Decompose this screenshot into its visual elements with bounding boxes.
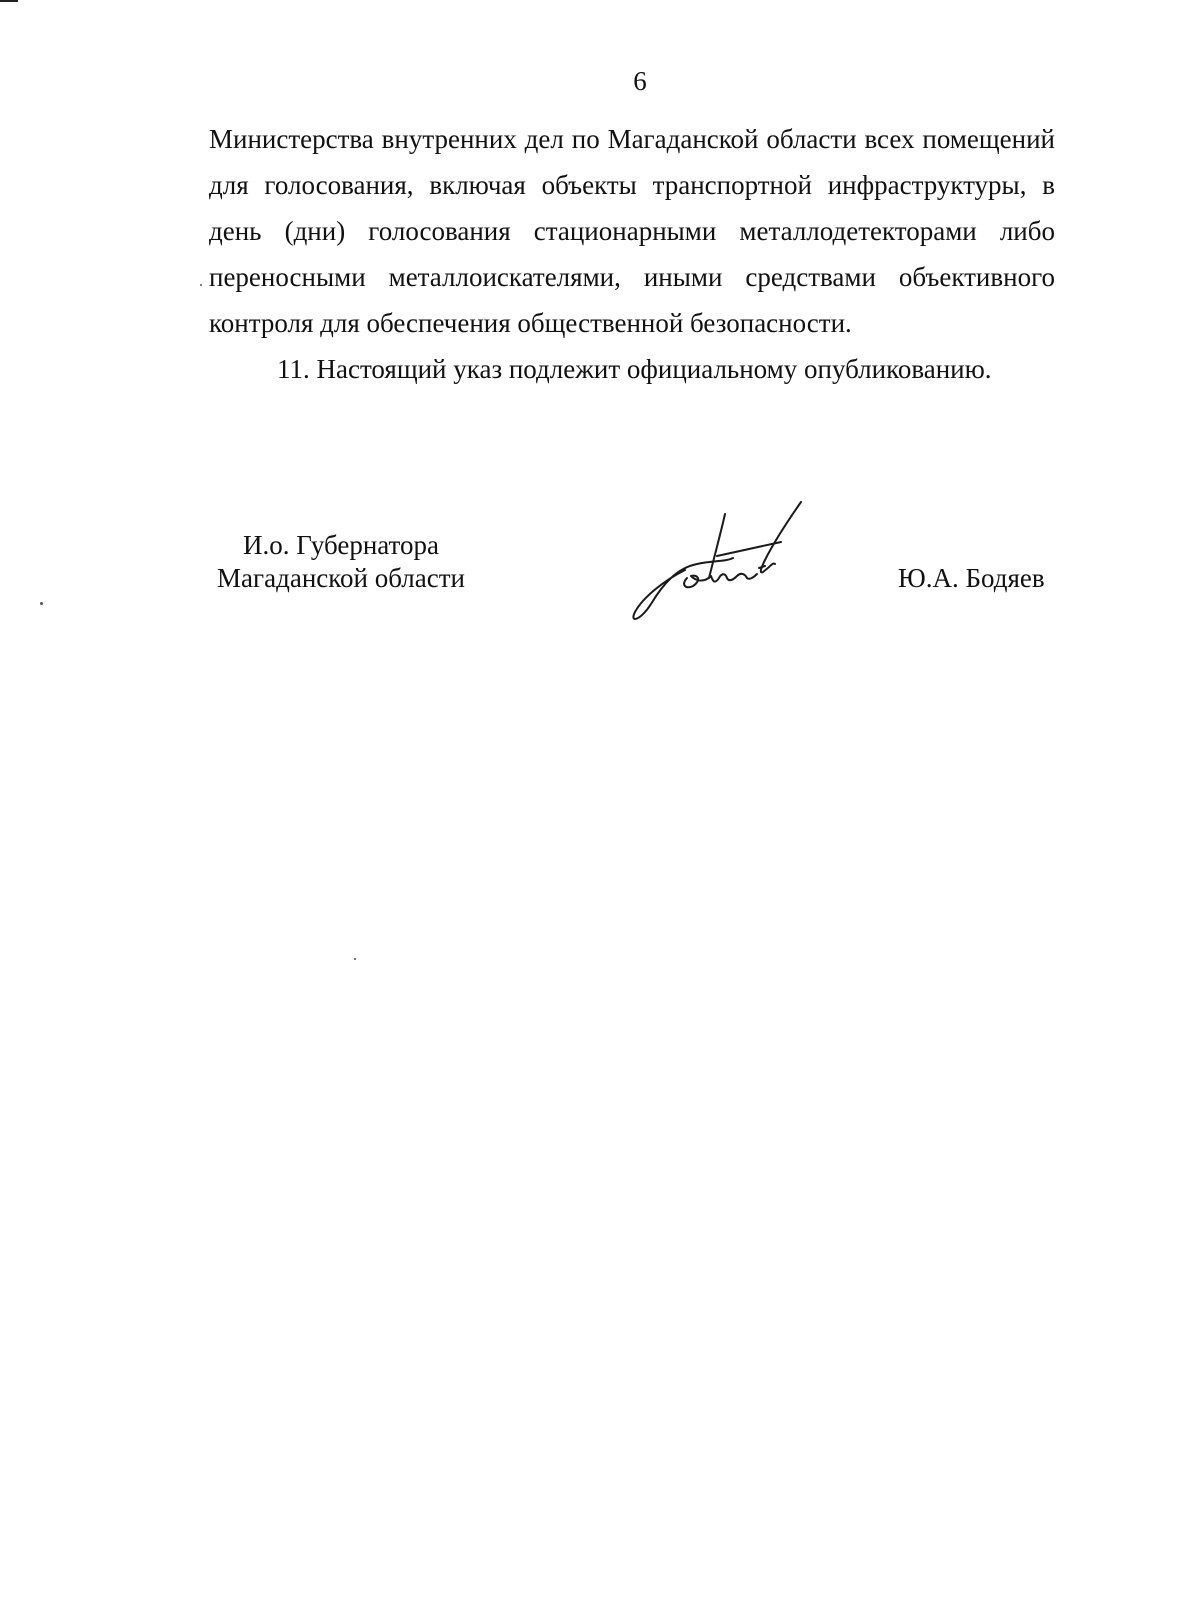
page-number: 6: [633, 66, 647, 96]
scan-speck: [354, 958, 356, 960]
scan-speck: [200, 284, 202, 286]
signatory-position: [200, 529, 482, 595]
signatory-name: Ю.А. Бодяев: [898, 563, 1045, 593]
document-body: [209, 116, 1055, 392]
paragraph-continuation: Министерства внутренних дел по Магаданской области всех помещений для голосования, включая объекты транспортной инфраструктуры, в день (дни) голосования стационарными металлодетекторами либо переносными металлоискателями, иными средствами объективного контроля для обеспечения общественной безопасности.: [209, 124, 1055, 338]
signatory-position-line-1: И.о. Губернатора: [242, 530, 439, 560]
paragraph-item-11: 11. Настоящий указ подлежит официальному опубликованию.: [277, 354, 992, 384]
scan-speck: [40, 602, 43, 605]
signatory-position-line-2: Магаданской области: [217, 563, 465, 593]
handwritten-signature: [625, 492, 825, 632]
scan-edge-mark: [0, 0, 18, 2]
